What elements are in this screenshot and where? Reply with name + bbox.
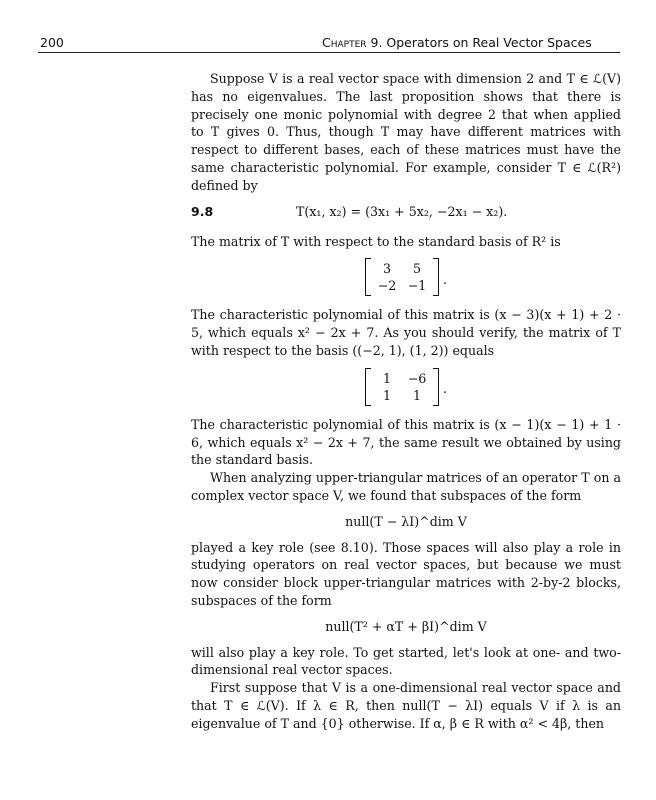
matrix-2 (365, 368, 439, 406)
paragraph-2: The matrix of T with respect to the standard basis of R² is (191, 233, 561, 249)
equation-body: T(x₁, x₂) = (3x₁ + 5x₂, −2x₁ − x₂). (296, 203, 508, 219)
equation-label: 9.8 (191, 203, 214, 219)
paragraph-7: will also play a key role. To get started, let's look at one- and two-dimensional real vector spaces. (191, 644, 621, 678)
period: . (442, 380, 447, 396)
display-equation-1: null(T − λI)^dim V (345, 513, 467, 529)
matrix-1 (365, 258, 439, 296)
paragraph-1: Suppose V is a real vector space with dimension 2 and T ∈ ℒ(V) has no eigenvalues. The last proposition shows that there is precisely one monic polynomial with degree 2 that when applied to T gives 0. Thus, though T may have different matrices with respect to different bases, each of these matrices must have the same characteristic polynomial. For example, consider T ∈ ℒ(R²) defined by (191, 71, 621, 193)
matrix-1-entry: −2 (377, 278, 397, 294)
paragraph-6: played a key role (see 8.10). Those spaces will also play a role in studying operators on real vector spaces, but because we must now consider block upper-triangular matrices with 2-by-2 blocks, subspaces of the form (191, 539, 621, 608)
equation-9-8 (191, 201, 621, 223)
matrix-1-entry: 3 (382, 261, 391, 277)
page-number: 200 (40, 35, 64, 50)
matrix-other-basis (191, 368, 621, 406)
matrix-2-entry: 1 (412, 387, 421, 403)
period: . (442, 271, 447, 287)
section-title: Operators on Real Vector Spaces (386, 35, 592, 50)
paragraph-5: When analyzing upper-triangular matrices of an operator T on a complex vector space V, we found that subspaces of the form (191, 470, 621, 503)
paragraph-8: First suppose that V is a one-dimensional real vector space and that T ∈ ℒ(V). If λ ∈ R, then null(T − λI) equals V if λ is an eigenvalue of T and {0} otherwise. If α, β ∈ R with α² < 4β, then (191, 680, 621, 731)
running-header (38, 34, 620, 53)
display-equation-2: null(T² + αT + βI)^dim V (325, 618, 487, 634)
running-title (322, 35, 592, 50)
matrix-2-entry: −6 (407, 370, 427, 386)
matrix-2-entry: 1 (382, 387, 391, 403)
chapter-label: Chapter 9. (322, 35, 383, 50)
paragraph-4: The characteristic polynomial of this matrix is (x − 1)(x − 1) + 1 · 6, which equals x² − 2x + 7, the same result we obtained by using the standard basis. (191, 416, 621, 468)
matrix-2-entry: 1 (382, 370, 391, 386)
matrix-1-entry: 5 (412, 261, 421, 277)
matrix-1-entry: −1 (407, 278, 427, 294)
matrix-standard-basis (191, 258, 621, 296)
main-text (191, 70, 621, 733)
paragraph-3: The characteristic polynomial of this matrix is (x − 3)(x + 1) + 2 · 5, which equals x² − 2x + 7. As you should verify, the matrix of T with respect to the basis ((−2, 1), (1, 2)) equals (191, 307, 621, 358)
